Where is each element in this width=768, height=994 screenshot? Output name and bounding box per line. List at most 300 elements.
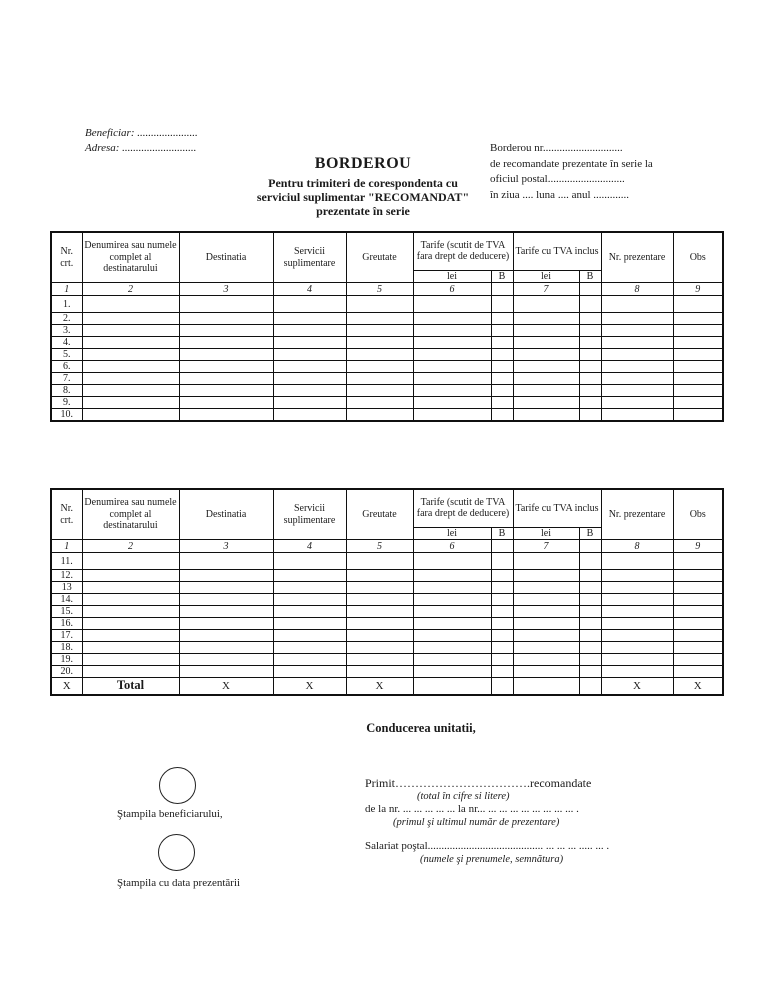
empty-entry-cell	[513, 296, 579, 313]
empty-entry-cell	[346, 666, 413, 678]
empty-entry-cell	[491, 337, 513, 349]
empty-entry-cell	[179, 325, 273, 337]
empty-entry-cell	[413, 630, 491, 642]
empty-entry-cell	[491, 594, 513, 606]
empty-entry-cell	[601, 618, 673, 630]
col-number: 5	[346, 540, 413, 553]
page-subtitle-line: serviciul suplimentar "RECOMANDAT"	[256, 190, 470, 204]
empty-entry-cell	[673, 654, 723, 666]
table-row	[51, 325, 723, 337]
empty-entry-cell	[346, 296, 413, 313]
empty-entry-cell	[82, 553, 179, 570]
empty-entry-cell	[579, 666, 601, 678]
spacer	[365, 829, 655, 840]
empty-entry-cell	[346, 409, 413, 422]
empty-entry-cell	[601, 361, 673, 373]
subcol-lei: lei	[413, 527, 491, 540]
date-stamp-label: Ştampila cu data prezentării	[117, 877, 241, 889]
empty-entry-cell	[82, 325, 179, 337]
row-number-cell: 17.	[51, 630, 82, 642]
empty-entry-cell	[491, 373, 513, 385]
empty-entry-cell	[179, 337, 273, 349]
col-header-nr-prezentare: Nr. prezentare	[601, 489, 673, 540]
table-row	[51, 618, 723, 630]
borderou-number-line: Borderou nr.............................	[490, 142, 623, 154]
table-1-header	[51, 232, 723, 296]
borderou-table-2	[50, 488, 724, 696]
empty-entry-cell	[273, 337, 346, 349]
empty-entry-cell	[413, 325, 491, 337]
empty-entry-cell	[513, 553, 579, 570]
table-2-body	[51, 553, 723, 695]
empty-entry-cell	[179, 582, 273, 594]
empty-entry-cell	[346, 642, 413, 654]
total-x-cell	[491, 678, 513, 695]
empty-entry-cell	[413, 337, 491, 349]
table-row	[51, 373, 723, 385]
row-number-cell: 10.	[51, 409, 82, 422]
empty-entry-cell	[579, 397, 601, 409]
empty-entry-cell	[179, 349, 273, 361]
table-row	[51, 397, 723, 409]
empty-entry-cell	[179, 553, 273, 570]
empty-entry-cell	[82, 373, 179, 385]
col-number: 7	[513, 283, 579, 296]
empty-entry-cell	[601, 373, 673, 385]
table-row	[51, 642, 723, 654]
table-1-body	[51, 296, 723, 422]
empty-entry-cell	[673, 666, 723, 678]
empty-entry-cell	[82, 618, 179, 630]
col-header-servicii: Servicii suplimentare	[273, 232, 346, 283]
empty-entry-cell	[82, 630, 179, 642]
col-number	[491, 283, 513, 296]
empty-entry-cell	[579, 553, 601, 570]
row-number-cell: 20.	[51, 666, 82, 678]
empty-entry-cell	[179, 373, 273, 385]
empty-entry-cell	[346, 337, 413, 349]
col-number	[579, 283, 601, 296]
empty-entry-cell	[513, 666, 579, 678]
empty-entry-cell	[413, 553, 491, 570]
empty-entry-cell	[346, 325, 413, 337]
total-x-cell	[413, 678, 491, 695]
borderou-table-1	[50, 231, 724, 422]
empty-entry-cell	[273, 296, 346, 313]
empty-entry-cell	[491, 582, 513, 594]
empty-entry-cell	[413, 654, 491, 666]
empty-entry-cell	[491, 618, 513, 630]
empty-entry-cell	[179, 606, 273, 618]
empty-entry-cell	[513, 313, 579, 325]
empty-entry-cell	[179, 630, 273, 642]
empty-entry-cell	[82, 385, 179, 397]
empty-entry-cell	[601, 630, 673, 642]
total-x-cell: X	[673, 678, 723, 695]
empty-entry-cell	[673, 553, 723, 570]
empty-entry-cell	[179, 409, 273, 422]
empty-entry-cell	[413, 618, 491, 630]
col-header-tarife-scutit: Tarife (scutit de TVA fara drept de deducere)	[413, 489, 513, 527]
table-row	[51, 296, 723, 313]
empty-entry-cell	[491, 325, 513, 337]
beneficiary-block	[85, 126, 198, 156]
empty-entry-cell	[673, 337, 723, 349]
row-number-cell: 19.	[51, 654, 82, 666]
empty-entry-cell	[346, 397, 413, 409]
empty-entry-cell	[179, 666, 273, 678]
empty-entry-cell	[601, 606, 673, 618]
empty-entry-cell	[273, 361, 346, 373]
empty-entry-cell	[413, 642, 491, 654]
total-label-cell: Total	[82, 678, 179, 695]
empty-entry-cell	[413, 296, 491, 313]
empty-entry-cell	[346, 313, 413, 325]
empty-entry-cell	[346, 385, 413, 397]
empty-entry-cell	[673, 313, 723, 325]
column-number-row	[51, 540, 723, 553]
empty-entry-cell	[673, 397, 723, 409]
interval-line: de la nr. ... ... ... ... ... la nr... ... ... ... ... ... ... ... ... .	[365, 803, 579, 815]
empty-entry-cell	[601, 582, 673, 594]
col-header-obs: Obs	[673, 232, 723, 283]
col-number: 3	[179, 540, 273, 553]
empty-entry-cell	[601, 570, 673, 582]
col-number: 7	[513, 540, 579, 553]
empty-entry-cell	[82, 409, 179, 422]
row-number-cell: 12.	[51, 570, 82, 582]
col-header-greutate: Greutate	[346, 489, 413, 540]
empty-entry-cell	[601, 397, 673, 409]
empty-entry-cell	[579, 349, 601, 361]
empty-entry-cell	[82, 296, 179, 313]
total-x-cell	[513, 678, 579, 695]
empty-entry-cell	[673, 373, 723, 385]
col-number: 1	[51, 540, 82, 553]
table-row	[51, 666, 723, 678]
empty-entry-cell	[513, 397, 579, 409]
row-number-cell: 18.	[51, 642, 82, 654]
empty-entry-cell	[491, 654, 513, 666]
empty-entry-cell	[601, 313, 673, 325]
empty-entry-cell	[513, 582, 579, 594]
empty-entry-cell	[513, 409, 579, 422]
empty-entry-cell	[491, 349, 513, 361]
empty-entry-cell	[273, 349, 346, 361]
table-row	[51, 313, 723, 325]
empty-entry-cell	[413, 361, 491, 373]
empty-entry-cell	[579, 654, 601, 666]
col-number: 1	[51, 283, 82, 296]
empty-entry-cell	[273, 642, 346, 654]
empty-entry-cell	[601, 337, 673, 349]
total-x-cell: X	[273, 678, 346, 695]
empty-entry-cell	[346, 349, 413, 361]
empty-entry-cell	[513, 570, 579, 582]
col-number: 2	[82, 283, 179, 296]
empty-entry-cell	[579, 582, 601, 594]
empty-entry-cell	[601, 594, 673, 606]
row-number-cell: 13	[51, 582, 82, 594]
col-number: 2	[82, 540, 179, 553]
empty-entry-cell	[413, 606, 491, 618]
empty-entry-cell	[673, 630, 723, 642]
empty-entry-cell	[491, 630, 513, 642]
empty-entry-cell	[601, 666, 673, 678]
col-header-denumire: Denumirea sau numele complet al destinatarului	[82, 489, 179, 540]
empty-entry-cell	[491, 606, 513, 618]
empty-entry-cell	[491, 385, 513, 397]
empty-entry-cell	[179, 618, 273, 630]
subcol-b: B	[491, 270, 513, 283]
empty-entry-cell	[346, 373, 413, 385]
date-stamp-circle	[158, 834, 195, 871]
empty-entry-cell	[82, 582, 179, 594]
total-x-cell: X	[51, 678, 82, 695]
empty-entry-cell	[179, 313, 273, 325]
table-row	[51, 361, 723, 373]
row-number-cell: 1.	[51, 296, 82, 313]
empty-entry-cell	[513, 361, 579, 373]
empty-entry-cell	[673, 361, 723, 373]
empty-entry-cell	[346, 553, 413, 570]
empty-entry-cell	[273, 630, 346, 642]
col-header-tarife-tva: Tarife cu TVA inclus	[513, 232, 601, 270]
empty-entry-cell	[82, 337, 179, 349]
col-header-servicii: Servicii suplimentare	[273, 489, 346, 540]
subcol-lei: lei	[513, 527, 579, 540]
empty-entry-cell	[413, 385, 491, 397]
total-x-cell: X	[601, 678, 673, 695]
empty-entry-cell	[673, 296, 723, 313]
row-number-cell: 8.	[51, 385, 82, 397]
empty-entry-cell	[273, 313, 346, 325]
empty-entry-cell	[82, 349, 179, 361]
beneficiary-stamp-circle	[159, 767, 196, 804]
empty-entry-cell	[579, 570, 601, 582]
empty-entry-cell	[491, 553, 513, 570]
empty-entry-cell	[491, 642, 513, 654]
col-header-nr-crt: Nr. crt.	[51, 489, 82, 540]
empty-entry-cell	[601, 409, 673, 422]
empty-entry-cell	[513, 337, 579, 349]
empty-entry-cell	[273, 582, 346, 594]
beneficiary-stamp-label: Ştampila beneficiarului,	[117, 808, 223, 820]
primit-line: Primit…………………………….recomandate	[365, 777, 592, 790]
empty-entry-cell	[579, 642, 601, 654]
empty-entry-cell	[491, 409, 513, 422]
total-x-cell	[579, 678, 601, 695]
col-header-destinatia: Destinatia	[179, 232, 273, 283]
empty-entry-cell	[413, 570, 491, 582]
empty-entry-cell	[179, 594, 273, 606]
empty-entry-cell	[513, 325, 579, 337]
table-row	[51, 349, 723, 361]
empty-entry-cell	[673, 618, 723, 630]
empty-entry-cell	[82, 606, 179, 618]
row-number-cell: 9.	[51, 397, 82, 409]
empty-entry-cell	[273, 385, 346, 397]
empty-entry-cell	[82, 654, 179, 666]
table-row	[51, 337, 723, 349]
col-number: 4	[273, 283, 346, 296]
empty-entry-cell	[346, 654, 413, 666]
table-row	[51, 630, 723, 642]
empty-entry-cell	[346, 630, 413, 642]
empty-entry-cell	[82, 361, 179, 373]
empty-entry-cell	[273, 594, 346, 606]
empty-entry-cell	[673, 594, 723, 606]
empty-entry-cell	[346, 606, 413, 618]
empty-entry-cell	[273, 654, 346, 666]
row-number-cell: 16.	[51, 618, 82, 630]
empty-entry-cell	[179, 570, 273, 582]
empty-entry-cell	[491, 570, 513, 582]
empty-entry-cell	[273, 606, 346, 618]
empty-entry-cell	[579, 361, 601, 373]
empty-entry-cell	[413, 582, 491, 594]
empty-entry-cell	[179, 361, 273, 373]
empty-entry-cell	[579, 409, 601, 422]
empty-entry-cell	[579, 630, 601, 642]
empty-entry-cell	[413, 313, 491, 325]
empty-entry-cell	[579, 337, 601, 349]
primit-note: (total în cifre si litere)	[417, 791, 510, 802]
row-number-cell: 6.	[51, 361, 82, 373]
empty-entry-cell	[601, 325, 673, 337]
empty-entry-cell	[579, 313, 601, 325]
empty-entry-cell	[82, 313, 179, 325]
empty-entry-cell	[82, 594, 179, 606]
subcol-b: B	[579, 527, 601, 540]
col-number: 9	[673, 283, 723, 296]
empty-entry-cell	[601, 296, 673, 313]
row-number-cell: 5.	[51, 349, 82, 361]
salariat-note: (numele şi prenumele, semnătura)	[420, 854, 564, 865]
empty-entry-cell	[513, 349, 579, 361]
empty-entry-cell	[179, 642, 273, 654]
empty-entry-cell	[346, 618, 413, 630]
empty-entry-cell	[82, 397, 179, 409]
col-number: 6	[413, 540, 491, 553]
col-header-greutate: Greutate	[346, 232, 413, 283]
conducerea-label: Conducerea unitatii,	[366, 721, 476, 735]
table-row	[51, 594, 723, 606]
column-number-row	[51, 283, 723, 296]
row-number-cell: 4.	[51, 337, 82, 349]
borderou-series-line: de recomandate prezentate în serie la	[490, 157, 653, 170]
empty-entry-cell	[513, 373, 579, 385]
empty-entry-cell	[82, 642, 179, 654]
empty-entry-cell	[273, 373, 346, 385]
empty-entry-cell	[513, 385, 579, 397]
total-row	[51, 678, 723, 695]
col-header-denumire: Denumirea sau numele complet al destinatarului	[82, 232, 179, 283]
col-header-tarife-tva: Tarife cu TVA inclus	[513, 489, 601, 527]
borderou-office-line: oficiul postal............................	[490, 173, 625, 185]
table-row	[51, 606, 723, 618]
empty-entry-cell	[491, 361, 513, 373]
col-number: 8	[601, 283, 673, 296]
title-block	[213, 155, 513, 218]
empty-entry-cell	[273, 570, 346, 582]
empty-entry-cell	[601, 553, 673, 570]
table-row	[51, 582, 723, 594]
empty-entry-cell	[673, 349, 723, 361]
col-number: 5	[346, 283, 413, 296]
borderou-date-line: în ziua .... luna .... anul .............	[490, 188, 630, 201]
empty-entry-cell	[491, 397, 513, 409]
empty-entry-cell	[346, 361, 413, 373]
empty-entry-cell	[273, 397, 346, 409]
subcol-lei: lei	[413, 270, 491, 283]
empty-entry-cell	[601, 642, 673, 654]
empty-entry-cell	[346, 570, 413, 582]
empty-entry-cell	[273, 618, 346, 630]
empty-entry-cell	[579, 373, 601, 385]
empty-entry-cell	[673, 570, 723, 582]
empty-entry-cell	[273, 666, 346, 678]
row-number-cell: 14.	[51, 594, 82, 606]
beneficiar-line: Beneficiar: ......................	[85, 127, 198, 139]
empty-entry-cell	[673, 409, 723, 422]
empty-entry-cell	[513, 618, 579, 630]
empty-entry-cell	[673, 385, 723, 397]
empty-entry-cell	[413, 373, 491, 385]
receipt-block	[365, 777, 655, 866]
empty-entry-cell	[273, 409, 346, 422]
col-number: 6	[413, 283, 491, 296]
empty-entry-cell	[673, 606, 723, 618]
empty-entry-cell	[179, 385, 273, 397]
table-row	[51, 409, 723, 422]
empty-entry-cell	[413, 594, 491, 606]
empty-entry-cell	[346, 582, 413, 594]
empty-entry-cell	[513, 606, 579, 618]
page-subtitle-line: Pentru trimiteri de corespondenta cu	[268, 176, 458, 190]
table-row	[51, 553, 723, 570]
empty-entry-cell	[513, 594, 579, 606]
empty-entry-cell	[273, 325, 346, 337]
borderou-info-block	[490, 141, 730, 203]
empty-entry-cell	[579, 325, 601, 337]
empty-entry-cell	[179, 296, 273, 313]
row-number-cell: 2.	[51, 313, 82, 325]
col-number	[579, 540, 601, 553]
col-number	[491, 540, 513, 553]
row-number-cell: 7.	[51, 373, 82, 385]
empty-entry-cell	[179, 654, 273, 666]
row-number-cell: 11.	[51, 553, 82, 570]
empty-entry-cell	[579, 296, 601, 313]
col-number: 8	[601, 540, 673, 553]
page-title: BORDEROU	[314, 155, 412, 172]
empty-entry-cell	[579, 385, 601, 397]
empty-entry-cell	[491, 666, 513, 678]
empty-entry-cell	[673, 642, 723, 654]
page-subtitle-line: prezentate în serie	[316, 204, 410, 218]
empty-entry-cell	[413, 409, 491, 422]
col-header-tarife-scutit: Tarife (scutit de TVA fara drept de deducere)	[413, 232, 513, 270]
empty-entry-cell	[673, 325, 723, 337]
empty-entry-cell	[513, 630, 579, 642]
table-row	[51, 385, 723, 397]
total-x-cell: X	[346, 678, 413, 695]
empty-entry-cell	[273, 553, 346, 570]
empty-entry-cell	[491, 296, 513, 313]
empty-entry-cell	[513, 654, 579, 666]
empty-entry-cell	[491, 313, 513, 325]
